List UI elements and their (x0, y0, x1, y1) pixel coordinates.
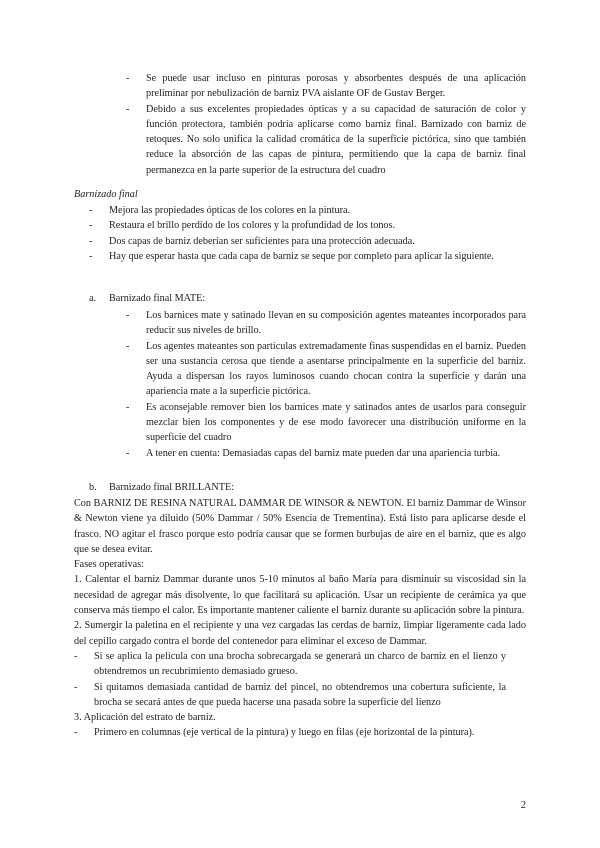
list-item: - Hay que esperar hasta que cada capa de barniz se seque por completo para aplicar la siguiente. (89, 249, 526, 264)
list-item: - Los barnices mate y satinado llevan en su composición agentes mateantes incorporados para reducir sus niveles de brillo. (126, 308, 526, 339)
step-1: 1. Calentar el barniz Dammar durante unos 5-10 minutos al baño María para disminuir su viscosidad sin la necesidad de agregar más disolvente, lo que facilitará su aplicación. Usar un recipiente de cerámica ya que conserva más tiempo el calor. Es importante mantener caliente el barniz durante su aplicación sobre la pintura. (74, 574, 526, 617)
list-item: - Debido a sus excelentes propiedades ópticas y a su capacidad de saturación de color y función protectora, también podría aplicarse como barniz final. Barnizado con barniz de retoques. No solo unifica la calidad cromática de la superficie pictórica, sino que también reduce la absorción de las capas de pintura, permitiendo que la capa de barniz final permanezca en la parte superior de la estructura del cuadro (126, 102, 526, 178)
section-title: Barnizado final (74, 189, 138, 200)
list-item: - Si quitamos demasiada cantidad de barniz del pincel, no obtendremos una cobertura suficiente, la brocha se secará antes de que pueda hacerse una pasada sobre la superficie del lienzo (74, 680, 506, 711)
list-item: - Mejora las propiedades ópticas de los colores en la pintura. (89, 203, 526, 218)
top-bullet-list (126, 71, 526, 178)
subheading-label: a. (89, 293, 97, 304)
brillante-body (74, 496, 526, 741)
list-item: - A tener en cuenta: Demasiadas capas del barniz mate pueden dar una apariencia turbia. (126, 446, 526, 461)
mate-bullet-list (126, 308, 526, 461)
list-item: - Se puede usar incluso en pinturas porosas y absorbentes después de una aplicación preliminar por nebulización de barniz PVA aislante OF de Gustav Berger. (126, 71, 526, 102)
fases-title: Fases operativas: (74, 559, 144, 571)
list-item: - Dos capas de barniz deberían ser suficientes para una protección adecuada. (89, 234, 526, 249)
final-bullet-list (89, 203, 526, 264)
subheading-brillante (89, 482, 519, 493)
step-2: 2. Sumergir la paletina en el recipiente y una vez cargadas las cerdas de barniz, limpiar ligeramente cada lado del cepillo cargado contra el borde del contenedor para eliminar el exceso de Dammar. (74, 620, 526, 647)
subheading-text: Barnizado final BRILLANTE: (109, 482, 235, 493)
list-item: - Primero en columnas (eje vertical de la pintura) y luego en filas (eje horizontal de la pintura). (74, 725, 506, 740)
brillante-intro: Con BARNIZ DE RESINA NATURAL DAMMAR DE WINSOR & NEWTON. El barniz Dammar de Winsor & Newton viene ya diluido (50% Dammar / 50% Esencia de Trementina). Está listo para aplicarse desde el frasco. NO agitar el frasco porque esto podría causar que se formen burbujas de aire en el barniz, que es algo que se desea evitar. (74, 498, 526, 555)
step-2-bullet-list (74, 649, 506, 710)
subheading-label: b. (89, 482, 97, 493)
list-item: - Es aconsejable remover bien los barnices mate y satinados antes de usarlos para conseguir mezclar bien los componentes y de ese modo favorecer una distribución uniforme en la superficie del cuadro (126, 400, 526, 446)
list-item: - Restaura el brillo perdido de los colores y la profundidad de los tonos. (89, 218, 526, 233)
list-item: - Si se aplica la película con una brocha sobrecargada se generará un charco de barniz en el lienzo y obtendremos un recubrimiento demasiado grueso. (74, 649, 506, 680)
subheading-mate (89, 293, 519, 304)
list-item: - Los agentes mateantes son partículas extremadamente finas suspendidas en el barniz. Pueden ser una sustancia cerosa que tiende a asentarse principalmente en la superficie del barniz. Ayuda a dispersan los rayos luminosos cuando chocan contra la superficie y darán una apariencia mate a la superficie pictórica. (126, 339, 526, 400)
step-3: 3. Aplicación del estrato de barniz. (74, 712, 216, 724)
subheading-text: Barnizado final MATE: (109, 293, 206, 304)
page-number: 2 (520, 800, 526, 811)
step-3-bullet-list (74, 725, 506, 740)
